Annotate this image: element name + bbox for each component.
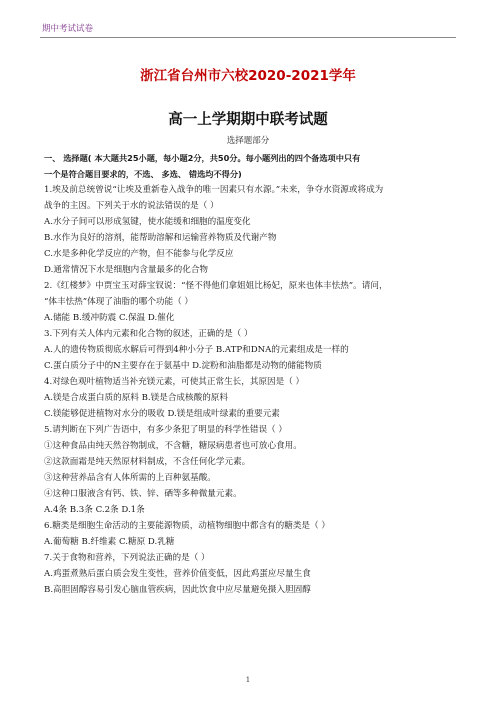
- answer-option: A.水分子间可以形成氢键，使水能缓和细胞的温度变化: [44, 217, 251, 227]
- question-body: [44, 150, 454, 598]
- header-tag: 期中考试试卷: [42, 24, 94, 34]
- section-instruction: 一、 选择题( 本大题共25小题，每小题2分，共50分。每小题列出的四个备选项中只有: [44, 153, 361, 163]
- section-instruction: 一个是符合题目要求的，不选、 多选、 错选均不得分): [44, 169, 242, 179]
- answer-option: A.储能 B.缓冲防震 C.保温 D.催化: [44, 313, 175, 323]
- statement-item: ①这种食品由纯天然谷物制成，不含糖，糖尿病患者也可放心食用。: [44, 441, 302, 451]
- question-text: 1.埃及前总统曾说“让埃及重新卷入战争的唯一因素只有水源。”未来，争夺水资源或将成为: [44, 185, 384, 195]
- header-divider: [40, 37, 456, 38]
- question-text: 4.对绿色观叶植物适当补充镁元素，可使其正常生长，其原因是（ ）: [44, 377, 305, 387]
- question-text: 战争的主因。下列关于水的说法错误的是（ ）: [44, 201, 219, 211]
- question-text: 2.《红楼梦》中贾宝玉对薛宝钗说：“怪不得他们拿姐姐比杨妃，原来也体丰怯热”。请问，: [44, 281, 388, 291]
- answer-option: D.通常情况下水是细胞内含量最多的化合物: [44, 265, 209, 275]
- answer-option: A.镁是合成蛋白质的原料 B.镁是合成核酸的原料: [44, 393, 228, 403]
- document-subtitle: 高一上学期期中联考试题: [168, 112, 328, 128]
- answer-option: C.水是多种化学反应的产物，但不能参与化学反应: [44, 249, 234, 259]
- part-label: 选择题部分: [226, 136, 270, 146]
- answer-option: A.4条 B.3条 C.2条 D.1条: [44, 505, 145, 515]
- answer-option: C.镁能够促进植物对水分的吸收 D.镁是组成叶绿素的重要元素: [44, 409, 280, 419]
- question-text: 7.关于食物和营养，下列说法正确的是（ ）: [44, 553, 210, 563]
- page-number: 1: [245, 676, 251, 684]
- document-title: 浙江省台州市六校2020-2021学年: [140, 68, 356, 84]
- question-text: “体丰怯热”体现了油脂的哪个功能（ ）: [44, 297, 194, 307]
- statement-item: ③这种营养品含有人体所需的上百种氨基酸。: [44, 473, 216, 483]
- answer-option: B.高胆固醇容易引发心脑血管疾病，因此饮食中应尽量避免摄入胆固醇: [44, 585, 311, 595]
- answer-option: A.人的遗传物质彻底水解后可得到4种小分子 B.ATP和DNA的元素组成是一样的: [44, 345, 349, 355]
- answer-option: C.蛋白质分子中的N主要存在于氨基中 D.淀粉和油脂都是动物的储能物质: [44, 361, 322, 371]
- answer-option: A.葡萄糖 B.纤维素 C.糖原 D.乳糖: [44, 537, 175, 547]
- question-text: 5.请判断在下列广告语中，有多少条犯了明显的科学性错误（ ）: [44, 425, 287, 435]
- statement-item: ②这款面霜是纯天然原材料制成，不含任何化学元素。: [44, 457, 251, 467]
- statement-item: ④这种口服液含有钙、铁、锌、硒等多种微量元素。: [44, 489, 242, 499]
- question-text: 6.糖类是细胞生命活动的主要能源物质，动植物细胞中都含有的糖类是（ ）: [44, 521, 330, 531]
- question-text: 3.下列有关人体内元素和化合物的叙述，正确的是（ ）: [44, 329, 253, 339]
- answer-option: A.鸡蛋煮熟后蛋白质会发生变性，营养价值变低，因此鸡蛋应尽量生食: [44, 569, 311, 579]
- answer-option: B.水作为良好的溶剂，能帮助溶解和运输营养物质及代谢产物: [44, 233, 277, 243]
